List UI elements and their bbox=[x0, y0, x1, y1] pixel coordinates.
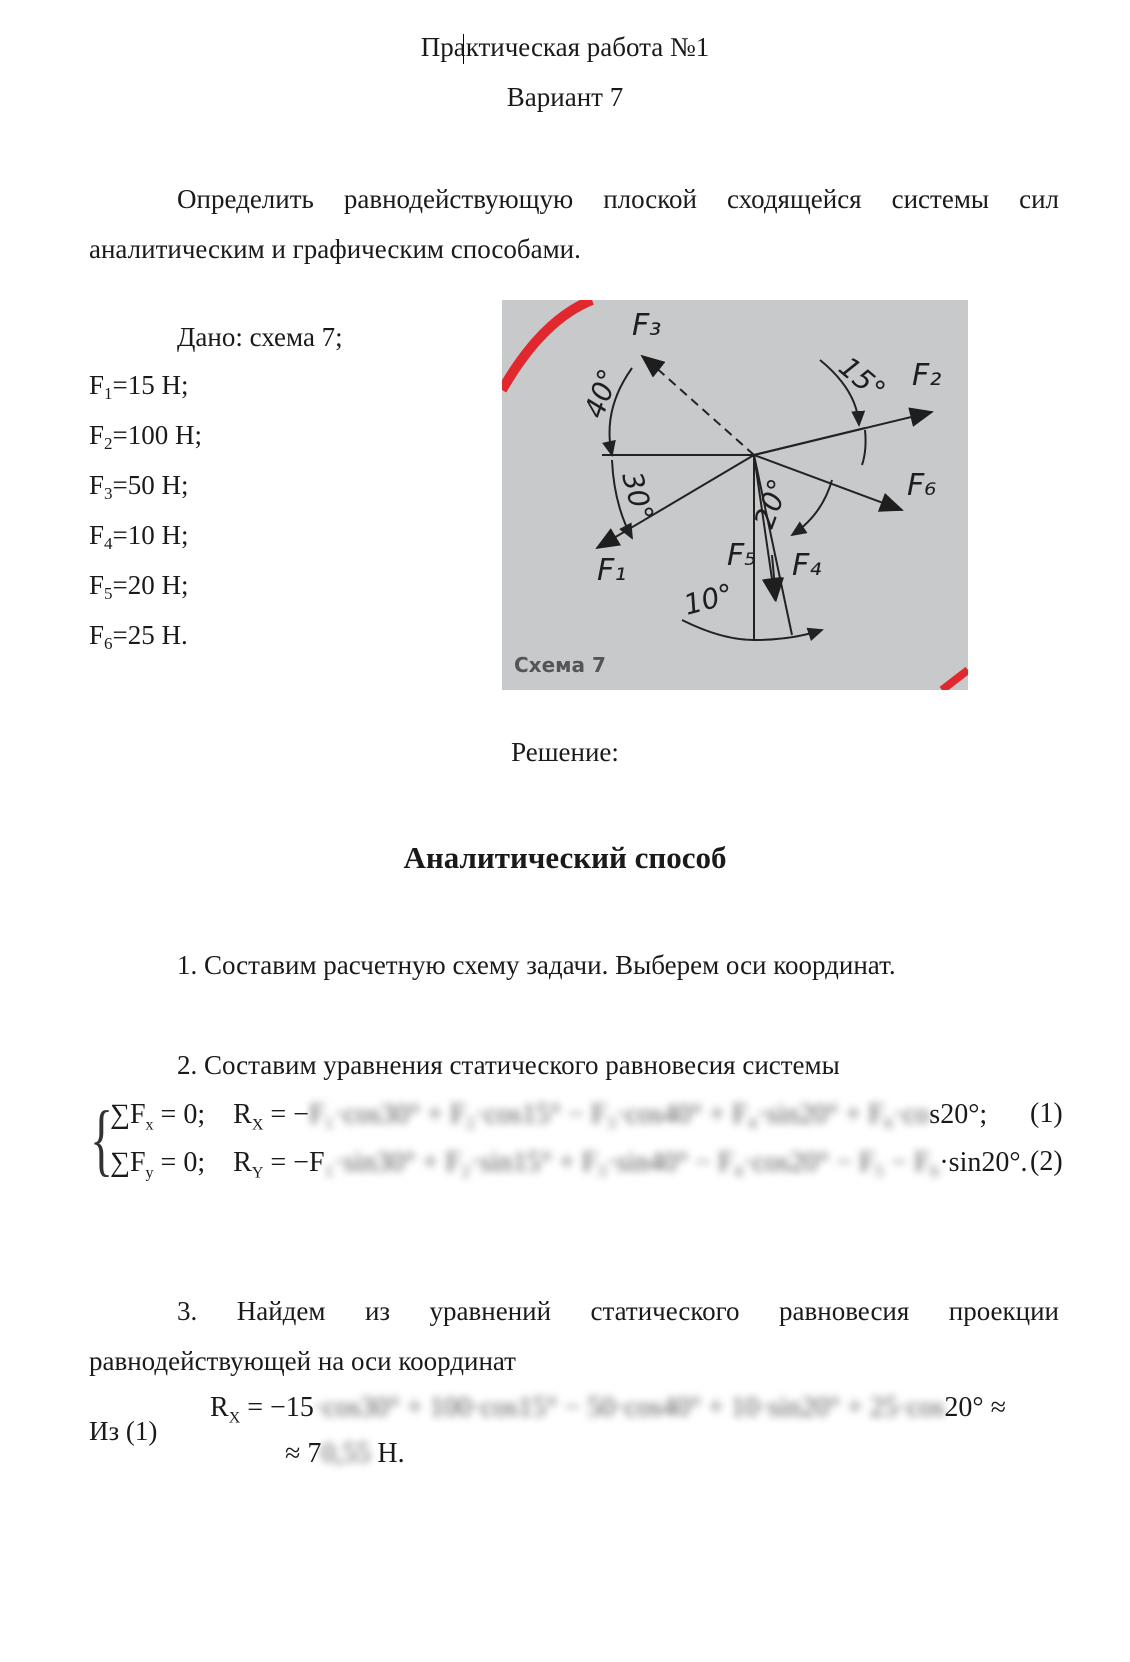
arrow-f1 bbox=[597, 455, 754, 548]
line-f3-dashed bbox=[644, 357, 754, 455]
arrow-f2 bbox=[754, 412, 932, 455]
step-3-line1: 3. Найдем из уравнений статического равновесия проекции bbox=[177, 1296, 1059, 1326]
label-f1: F₁ bbox=[597, 553, 627, 588]
arrow-f3 bbox=[642, 356, 657, 368]
given-force-1: $F_1=15$ Н; bbox=[89, 370, 189, 403]
scheme-figure bbox=[502, 300, 968, 690]
red-corner-mark-2 bbox=[942, 670, 968, 690]
from-eq-1: Из (1) bbox=[89, 1416, 158, 1446]
doc-title: Практическая работа №1 bbox=[420, 32, 710, 62]
label-angle-10: 10° bbox=[680, 577, 737, 622]
label-f5: F₅ bbox=[727, 538, 757, 573]
equation-brace: { bbox=[90, 1096, 114, 1184]
given-force-4: $F_4=10$ Н; bbox=[89, 520, 189, 553]
given-force-3: $F_3=50$ Н; bbox=[89, 470, 189, 503]
step-3-line2: равнодействующей на оси координат bbox=[89, 1346, 516, 1376]
section-heading: Аналитический способ bbox=[403, 840, 727, 875]
arc-right bbox=[862, 430, 866, 465]
arc-10 bbox=[682, 620, 822, 640]
given-force-5: $F_5=20$ Н; bbox=[89, 570, 189, 603]
label-f4: F₄ bbox=[792, 548, 822, 583]
step-1: 1. Составим расчетную схему задачи. Выберем оси координат. bbox=[177, 950, 896, 980]
given-label: Дано: схема 7; bbox=[177, 322, 343, 352]
task-text-line2: аналитическим и графическим способами. bbox=[89, 234, 581, 264]
given-force-6: $F_6=25$ Н. bbox=[89, 620, 188, 653]
red-corner-mark bbox=[502, 300, 592, 390]
force-diagram bbox=[502, 300, 968, 690]
label-f2: F₂ bbox=[912, 358, 942, 393]
doc-variant: Вариант 7 bbox=[506, 82, 624, 112]
step-2: 2. Составим уравнения статического равновесия системы bbox=[177, 1050, 840, 1080]
blurred-expression: ·cos30° + 100·cos15° − 50·cos40° + 10·sin20° + 25·cos bbox=[313, 1392, 945, 1423]
equation-1-number: (1) bbox=[1030, 1098, 1063, 1129]
blurred-expression: F₁·cos30° + F₂·cos15° − F₃·cos40° + F₄·sin20° + F₆·co bbox=[308, 1099, 930, 1130]
blurred-value: 0,55 bbox=[321, 1438, 371, 1469]
rx-calculation: $R_X = -15\cdot\cos 30^\circ + 100\cdot\cos 15^\circ - 50\cdot\cos 40^\circ + 10\cdot\sin 20^\circ + 25\cdot\cos 20^\circ$ ≈ bbox=[210, 1392, 1006, 1427]
equation-2: $\sum F_y = 0$; $R_Y = -F_1\cdot\sin 30^\circ + F_2\cdot\sin 15^\circ + F_3\cdot\sin 40^\circ - F_4\cdot\cos 20^\circ - F_5 - F_6\cdot\sin 20^\circ$. bbox=[110, 1147, 1028, 1182]
equation-2-number: (2) bbox=[1030, 1146, 1063, 1177]
figure-caption: Схема 7 bbox=[514, 653, 606, 677]
label-f6: F₆ bbox=[907, 468, 937, 503]
label-angle-40: 40° bbox=[577, 364, 626, 423]
equation-1: $\sum F_x = 0$; $R_X = -F_1\cdot\cos 30^\circ + F_2\cdot\cos 15^\circ - F_3\cdot\cos 40^\circ + F_4\cdot\sin 20^\circ + F_6\cdot\cos 20^\circ$; bbox=[110, 1099, 988, 1134]
label-angle-20: 20° bbox=[747, 474, 796, 533]
solution-label: Решение: bbox=[511, 737, 619, 767]
task-text: Определить равнодействующую плоской сходящейся системы сил bbox=[177, 184, 1059, 214]
label-angle-30: 30° bbox=[615, 468, 660, 525]
label-f3: F₃ bbox=[632, 308, 662, 343]
label-angle-15: 15° bbox=[832, 350, 892, 408]
rx-result: ≈ 70,55 Н. bbox=[285, 1438, 405, 1469]
task-text-line1 bbox=[89, 182, 1059, 216]
blurred-expression: ₁·sin30° + F₂·sin15° + F₃·sin40° − F₄·cos20° − F₅ − F₆ bbox=[324, 1147, 940, 1178]
arc-20 bbox=[792, 480, 832, 535]
given-force-2: $F_2=100$ Н; bbox=[89, 420, 203, 453]
